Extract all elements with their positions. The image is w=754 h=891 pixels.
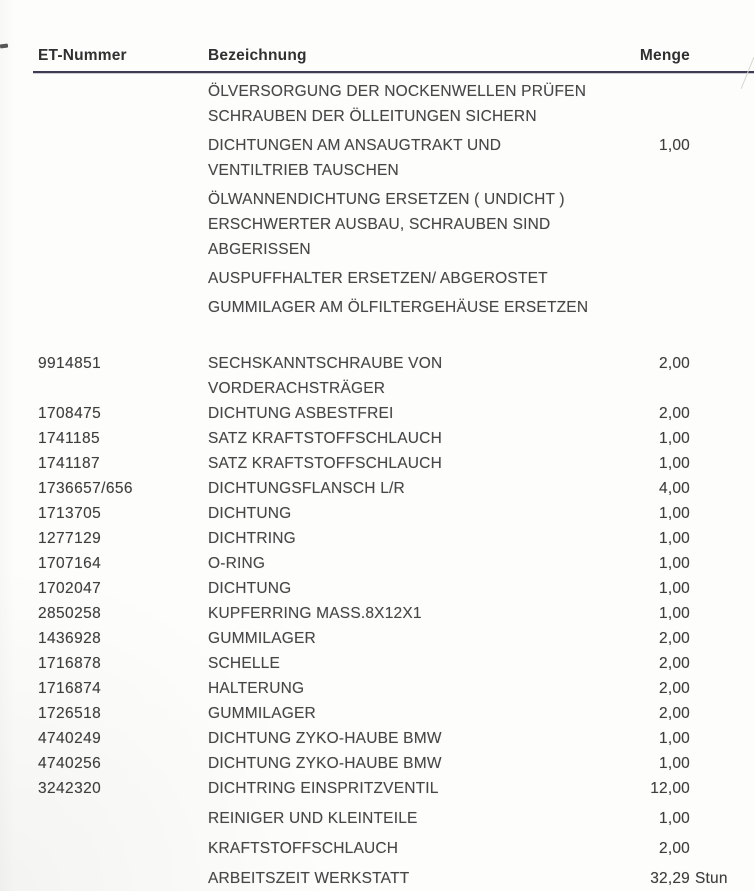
- header-divider-line: [33, 71, 754, 73]
- table-row: [38, 651, 690, 676]
- table-body: [0, 79, 754, 891]
- description-line: SCHELLE: [208, 655, 281, 672]
- description-line: GUMMILAGER: [208, 630, 316, 647]
- description-line: GUMMILAGER AM ÖLFILTERGEHÄUSE ERSETZEN: [208, 299, 589, 316]
- et-number-cell: 1702047: [38, 580, 102, 597]
- description-line: GUMMILAGER: [208, 705, 316, 722]
- et-number-cell: 2850258: [38, 605, 102, 622]
- description-cell: [208, 626, 600, 651]
- description-line: ÖLWANNENDICHTUNG ERSETZEN ( UNDICHT ): [208, 191, 565, 208]
- table-row: [38, 776, 690, 801]
- et-number-cell: 1736657/656: [38, 480, 133, 497]
- description-cell: [208, 866, 600, 891]
- quantity-cell: [600, 401, 690, 426]
- quantity-value: 1,00: [659, 755, 690, 772]
- quantity-cell: [600, 451, 690, 476]
- description-cell: [208, 751, 600, 776]
- table-row: [38, 79, 690, 129]
- description-line: DICHTUNG ZYKO-HAUBE BMW: [208, 730, 442, 747]
- et-number-cell: 1716874: [38, 680, 102, 697]
- description-cell: [208, 401, 600, 426]
- quantity-cell: [600, 476, 690, 501]
- column-header-bezeichnung: Bezeichnung: [208, 47, 307, 64]
- quantity-value: 1,00: [659, 810, 690, 827]
- table-header-row: [38, 46, 690, 66]
- quantity-value: 1,00: [659, 555, 690, 572]
- section-gap: [0, 324, 754, 351]
- description-line: KRAFTSTOFFSCHLAUCH: [208, 840, 399, 857]
- quantity-unit: Stun: [695, 870, 728, 887]
- table-row: [38, 501, 690, 526]
- description-line: DICHTUNG ZYKO-HAUBE BMW: [208, 755, 442, 772]
- quantity-cell: [600, 551, 690, 576]
- quantity-cell: [600, 351, 690, 376]
- quantity-value: 1,00: [659, 730, 690, 747]
- description-line: VORDERACHSTRÄGER: [208, 380, 386, 397]
- description-line: DICHTUNGEN AM ANSAUGTRAKT UND: [208, 137, 502, 154]
- quantity-value: 2,00: [659, 405, 690, 422]
- description-line: REINIGER UND KLEINTEILE: [208, 810, 418, 827]
- quantity-value: 2,00: [659, 705, 690, 722]
- quantity-cell: [600, 526, 690, 551]
- description-line: ÖLVERSORGUNG DER NOCKENWELLEN PRÜFEN: [208, 83, 587, 100]
- description-cell: [208, 351, 600, 401]
- quantity-value: 1,00: [659, 580, 690, 597]
- table-row: [38, 601, 690, 626]
- description-line: DICHTRING EINSPRITZVENTIL: [208, 780, 439, 797]
- table-row: [38, 836, 690, 861]
- et-number-cell: 1741187: [38, 455, 100, 472]
- column-header-et-nummer: ET-Nummer: [38, 47, 127, 64]
- quantity-cell: [600, 426, 690, 451]
- et-number-cell: 1708475: [38, 405, 102, 422]
- quantity-cell: [600, 726, 690, 751]
- quantity-cell: [600, 651, 690, 676]
- et-number-cell: 1436928: [38, 630, 102, 647]
- et-number-cell: 1741185: [38, 430, 100, 447]
- table-row: [38, 133, 690, 183]
- quantity-cell: [600, 601, 690, 626]
- description-line: HALTERUNG: [208, 680, 305, 697]
- table-row: [38, 806, 690, 831]
- table-row: [38, 526, 690, 551]
- description-cell: [208, 651, 600, 676]
- description-cell: [208, 726, 600, 751]
- table-row: [38, 295, 690, 320]
- description-line: DICHTUNG: [208, 580, 292, 597]
- quantity-cell: [600, 751, 690, 776]
- quantity-cell: [600, 133, 690, 158]
- table-row: [38, 626, 690, 651]
- description-cell: [208, 806, 600, 831]
- et-number-cell: 1716878: [38, 655, 102, 672]
- description-cell: [208, 576, 600, 601]
- table-row: [38, 266, 690, 291]
- description-cell: [208, 79, 600, 129]
- description-cell: [208, 526, 600, 551]
- description-cell: [208, 133, 600, 183]
- description-line: VENTILTRIEB TAUSCHEN: [208, 162, 399, 179]
- description-line: KUPFERRING MASS.8X12X1: [208, 605, 422, 622]
- table-row: [38, 187, 690, 262]
- et-number-cell: 4740256: [38, 755, 102, 772]
- table-row: [38, 701, 690, 726]
- description-line: DICHTUNG ASBESTFREI: [208, 405, 394, 422]
- column-header-menge: Menge: [639, 47, 690, 64]
- description-cell: [208, 676, 600, 701]
- table-row: [38, 576, 690, 601]
- description-cell: [208, 187, 600, 262]
- et-number-cell: 3242320: [38, 780, 102, 797]
- quantity-value: 1,00: [659, 455, 690, 472]
- table-row: [38, 451, 690, 476]
- quantity-cell: [600, 501, 690, 526]
- table-row: [38, 676, 690, 701]
- description-cell: [208, 836, 600, 861]
- table-row: [38, 866, 728, 891]
- description-cell: [208, 701, 600, 726]
- quantity-value: 2,00: [659, 630, 690, 647]
- table-row: [38, 551, 690, 576]
- description-line: ABGERISSEN: [208, 241, 311, 258]
- description-cell: [208, 295, 600, 320]
- quantity-cell: [600, 676, 690, 701]
- quantity-cell: [600, 866, 728, 891]
- table-row: [38, 751, 690, 776]
- description-cell: [208, 551, 600, 576]
- description-cell: [208, 266, 600, 291]
- quantity-cell: [600, 806, 690, 831]
- description-cell: [208, 501, 600, 526]
- quantity-cell: [600, 776, 690, 801]
- table-row: [38, 476, 690, 501]
- quantity-value: 2,00: [659, 840, 690, 857]
- description-line: O-RING: [208, 555, 266, 572]
- quantity-value: 1,00: [659, 605, 690, 622]
- description-cell: [208, 601, 600, 626]
- section-parts: [0, 351, 754, 891]
- quantity-value: 32,29: [650, 870, 690, 887]
- description-line: ERSCHWERTER AUSBAU, SCHRAUBEN SIND: [208, 216, 551, 233]
- et-number-cell: 1726518: [38, 705, 102, 722]
- description-line: SCHRAUBEN DER ÖLLEITUNGEN SICHERN: [208, 108, 537, 125]
- quantity-value: 1,00: [659, 505, 690, 522]
- quantity-value: 2,00: [659, 355, 690, 372]
- description-line: SECHSKANNTSCHRAUBE VON: [208, 355, 443, 372]
- section-work-items: [0, 79, 754, 320]
- quantity-value: 1,00: [659, 430, 690, 447]
- quantity-cell: [600, 701, 690, 726]
- description-line: DICHTRING: [208, 530, 296, 547]
- description-line: AUSPUFFHALTER ERSETZEN/ ABGEROSTET: [208, 270, 548, 287]
- quantity-value: 12,00: [650, 780, 690, 797]
- description-line: DICHTUNG: [208, 505, 292, 522]
- description-line: ARBEITSZEIT WERKSTATT: [208, 870, 410, 887]
- description-line: DICHTUNGSFLANSCH L/R: [208, 480, 405, 497]
- quantity-cell: [600, 576, 690, 601]
- quantity-value: 1,00: [659, 530, 690, 547]
- et-number-cell: 1277129: [38, 530, 102, 547]
- table-row: [38, 351, 690, 401]
- description-cell: [208, 776, 600, 801]
- table-row: [38, 726, 690, 751]
- quantity-cell: [600, 626, 690, 651]
- et-number-cell: 1707164: [38, 555, 102, 572]
- description-cell: [208, 476, 600, 501]
- et-number-cell: 4740249: [38, 730, 102, 747]
- description-cell: [208, 426, 600, 451]
- table-row: [38, 426, 690, 451]
- et-number-cell: 9914851: [38, 355, 102, 372]
- quantity-value: 2,00: [659, 655, 690, 672]
- quantity-value: 2,00: [659, 680, 690, 697]
- et-number-cell: 1713705: [38, 505, 102, 522]
- description-line: SATZ KRAFTSTOFFSCHLAUCH: [208, 455, 442, 472]
- quantity-value: 4,00: [659, 480, 690, 497]
- description-cell: [208, 451, 600, 476]
- quantity-cell: [600, 836, 690, 861]
- description-line: SATZ KRAFTSTOFFSCHLAUCH: [208, 430, 442, 447]
- table-row: [38, 401, 690, 426]
- quantity-value: 1,00: [659, 137, 690, 154]
